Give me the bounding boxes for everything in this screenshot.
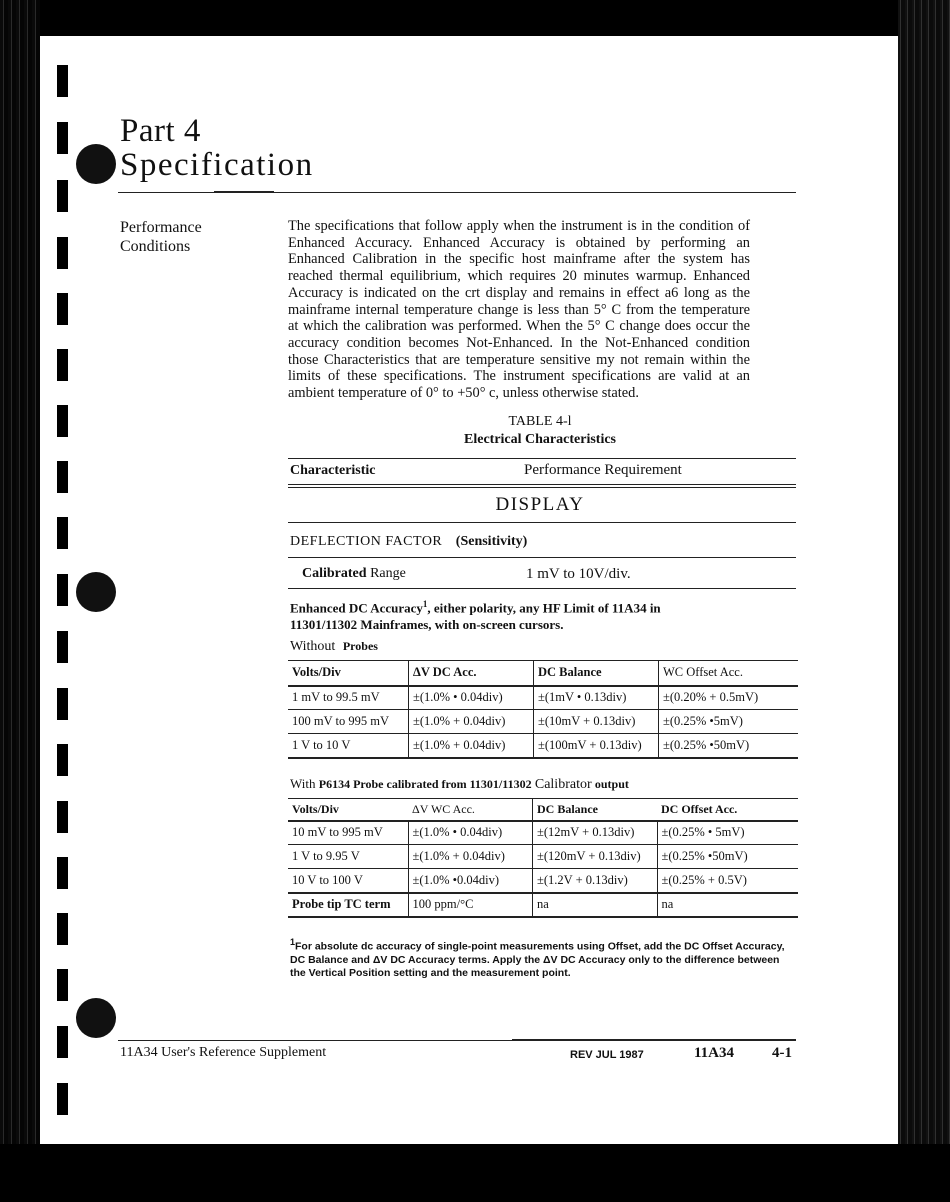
part-title: Specification xyxy=(120,147,314,183)
deflection-sub: (Sensitivity) xyxy=(455,534,528,549)
enhanced-dc-accuracy xyxy=(290,596,661,633)
col-dc-balance: DC Balance xyxy=(534,661,659,686)
cell: ±(1mV • 0.13div) xyxy=(534,686,659,710)
cell: 10 mV to 995 mV xyxy=(292,825,383,840)
table-row xyxy=(288,821,798,845)
table-row xyxy=(288,869,798,893)
calibrated-rule xyxy=(288,588,796,589)
with-probe-caption xyxy=(290,776,629,793)
col-volts-div: Volts/Div xyxy=(292,801,339,816)
col-dv-wc-acc: ΔV WC Acc. xyxy=(412,801,475,816)
footer-revision: REV JUL 1987 xyxy=(570,1049,644,1061)
table-row xyxy=(288,893,798,917)
without-probes xyxy=(290,639,378,655)
enhanced-dc-line2: 11301/11302 Mainframes, with on-screen cursors. xyxy=(290,617,564,633)
footnote xyxy=(290,936,790,980)
cell: ±(0.25% •5mV) xyxy=(659,710,799,734)
binder-mark xyxy=(57,122,68,154)
cell: ±(1.0% + 0.04div) xyxy=(409,710,534,734)
cell: 1 V to 9.95 V xyxy=(292,849,360,863)
cell: ±(1.0% •0.04div) xyxy=(408,869,533,893)
scan-border-bottom xyxy=(0,1144,950,1202)
binder-mark xyxy=(57,180,68,212)
without-label: Without xyxy=(290,639,336,654)
cell: ±(0.25% •50mV) xyxy=(657,845,798,869)
display-heading: DISPLAY xyxy=(495,494,585,515)
cell: ±(12mV + 0.13div) xyxy=(533,821,658,845)
table-number: TABLE 4-l xyxy=(508,414,572,429)
cell: 1 mV to 99.5 mV xyxy=(292,690,380,705)
col-dc-balance: DC Balance xyxy=(533,799,658,821)
table-with-probe xyxy=(288,798,798,918)
binder-mark xyxy=(57,65,68,97)
cell: ±(10mV + 0.13div) xyxy=(534,710,659,734)
deflection-factor xyxy=(290,534,527,550)
without-bold: Probes xyxy=(342,639,378,653)
part-number: Part 4 xyxy=(120,113,201,149)
cell: ±(1.2V + 0.13div) xyxy=(533,869,658,893)
cell: ±(0.25% • 5mV) xyxy=(657,821,798,845)
with-probe-bold2: output xyxy=(594,777,629,791)
requirement-heading: Performance Requirement xyxy=(524,462,682,478)
binder-mark xyxy=(57,1026,68,1058)
footer-rule-accent xyxy=(512,1039,796,1041)
calibrated-value: 1 mV to 10V/div. xyxy=(526,566,631,582)
footnote-marker: 1 xyxy=(290,937,296,947)
binder-mark xyxy=(57,405,68,437)
with-probe-bold: P6134 Probe calibrated from 11301/11302 xyxy=(318,777,532,791)
cell: 100 mV to 995 mV xyxy=(292,714,389,728)
binder-mark xyxy=(57,237,68,269)
deflection-label: DEFLECTION FACTOR xyxy=(290,534,443,549)
col-volts-div: Volts/Div xyxy=(292,665,341,680)
deflection-rule xyxy=(288,557,796,558)
binder-mark xyxy=(57,574,68,606)
footer-title: 11A34 User's Reference Supplement xyxy=(120,1045,327,1060)
page-title xyxy=(120,114,314,182)
cell: ±(1.0% + 0.04div) xyxy=(409,734,534,758)
cell: ±(120mV + 0.13div) xyxy=(533,845,658,869)
table-row xyxy=(288,734,798,758)
section-label xyxy=(120,218,202,256)
cell: na xyxy=(533,893,658,917)
table-row xyxy=(288,686,798,710)
range-label: Range xyxy=(370,566,406,581)
binder-mark xyxy=(57,349,68,381)
cell: 10 V to 100 V xyxy=(292,872,363,887)
binder-mark xyxy=(57,1083,68,1115)
calibrated-range xyxy=(302,566,406,582)
cell: ±(0.20% + 0.5mV) xyxy=(659,686,799,710)
with-probe-rest: Calibrator xyxy=(534,777,592,792)
with-label: With xyxy=(290,776,316,791)
cell: ±(0.25% + 0.5V) xyxy=(657,869,798,893)
section-label-line1: Performance xyxy=(120,219,202,236)
cell: 1 V to 10 V xyxy=(292,737,351,752)
table-header-row xyxy=(288,661,798,686)
punch-hole xyxy=(76,572,116,612)
enhanced-dc-title: Enhanced DC Accuracy xyxy=(290,600,423,616)
header-rule-accent xyxy=(214,191,274,193)
table-without-probes xyxy=(288,660,798,759)
cell: ±(100mV + 0.13div) xyxy=(534,734,659,758)
col-dv-dc-acc: ΔV DC Acc. xyxy=(409,661,534,686)
table-row xyxy=(288,710,798,734)
cell: ±(1.0% + 0.04div) xyxy=(408,845,533,869)
cell: Probe tip TC term xyxy=(292,897,391,911)
binder-mark xyxy=(57,801,68,833)
page-number: 4-1 xyxy=(772,1045,792,1061)
scan-border-top xyxy=(0,0,950,36)
binder-mark xyxy=(57,293,68,325)
table-row xyxy=(288,845,798,869)
binder-mark xyxy=(57,969,68,1001)
table-top-rule xyxy=(288,458,796,459)
table-header-rule xyxy=(288,484,796,485)
section-label-line2: Conditions xyxy=(120,238,191,255)
cell: ±(1.0% • 0.04div) xyxy=(409,686,534,710)
cell: na xyxy=(657,893,798,917)
scan-border-right xyxy=(898,0,950,1202)
cell: ±(0.25% •50mV) xyxy=(659,734,799,758)
binder-mark xyxy=(57,461,68,493)
binder-mark xyxy=(57,688,68,720)
footnote-text: For absolute dc accuracy of single-point measurements using Offset, add the DC Offset Accuracy, DC Balance and ΔV DC Accuracy terms. Apply the ΔV DC Accuracy only to the difference between the Vertical Position setting and the measurement point. xyxy=(290,940,785,979)
binder-mark xyxy=(57,517,68,549)
binder-mark xyxy=(57,631,68,663)
footer-model: 11A34 xyxy=(694,1045,735,1061)
punch-hole xyxy=(76,998,116,1038)
display-rule xyxy=(288,522,796,523)
cell: ±(1.0% • 0.04div) xyxy=(408,821,533,845)
section-body: The specifications that follow apply when the instrument is in the condition of Enhanced Accuracy. Enhanced Accuracy is obtained by performing an Enhanced Calibration in the specific host mainframe after the system has reached thermal equilibrium, which requires 20 minutes warmup. Enhanced Accuracy is indicated on the crt display and remains in effect a6 long as the mainframe internal temperature change is less than 5° C from the temperature at which the calibration was performed. When the 5° C change does occur the accuracy condition becomes Not-Enhanced. In the Not-Enhanced condition those Characteristics that are temperature sensitive my not remain within the limits of these specifications. The instrument specifications are valid at an ambient temperature of 0° to +50° c, unless otherwise stated. xyxy=(288,218,750,402)
scan-border-left xyxy=(0,0,40,1202)
table-header-row xyxy=(288,799,798,821)
characteristic-heading: Characteristic xyxy=(290,463,376,478)
enhanced-dc-rest: , either polarity, any HF Limit of 11A34 in xyxy=(427,600,661,616)
calibrated-label: Calibrated xyxy=(302,566,367,581)
col-offset-acc: WC Offset Acc. xyxy=(659,661,799,686)
binder-mark xyxy=(57,744,68,776)
table-header-rule-2 xyxy=(288,487,796,488)
footnote-ref: 1 xyxy=(422,599,428,609)
binder-mark xyxy=(57,857,68,889)
cell: 100 ppm/°C xyxy=(408,893,533,917)
punch-hole xyxy=(76,144,116,184)
binder-mark xyxy=(57,913,68,945)
table-name: Electrical Characteristics xyxy=(464,432,616,447)
col-offset-acc: DC Offset Acc. xyxy=(661,801,738,816)
